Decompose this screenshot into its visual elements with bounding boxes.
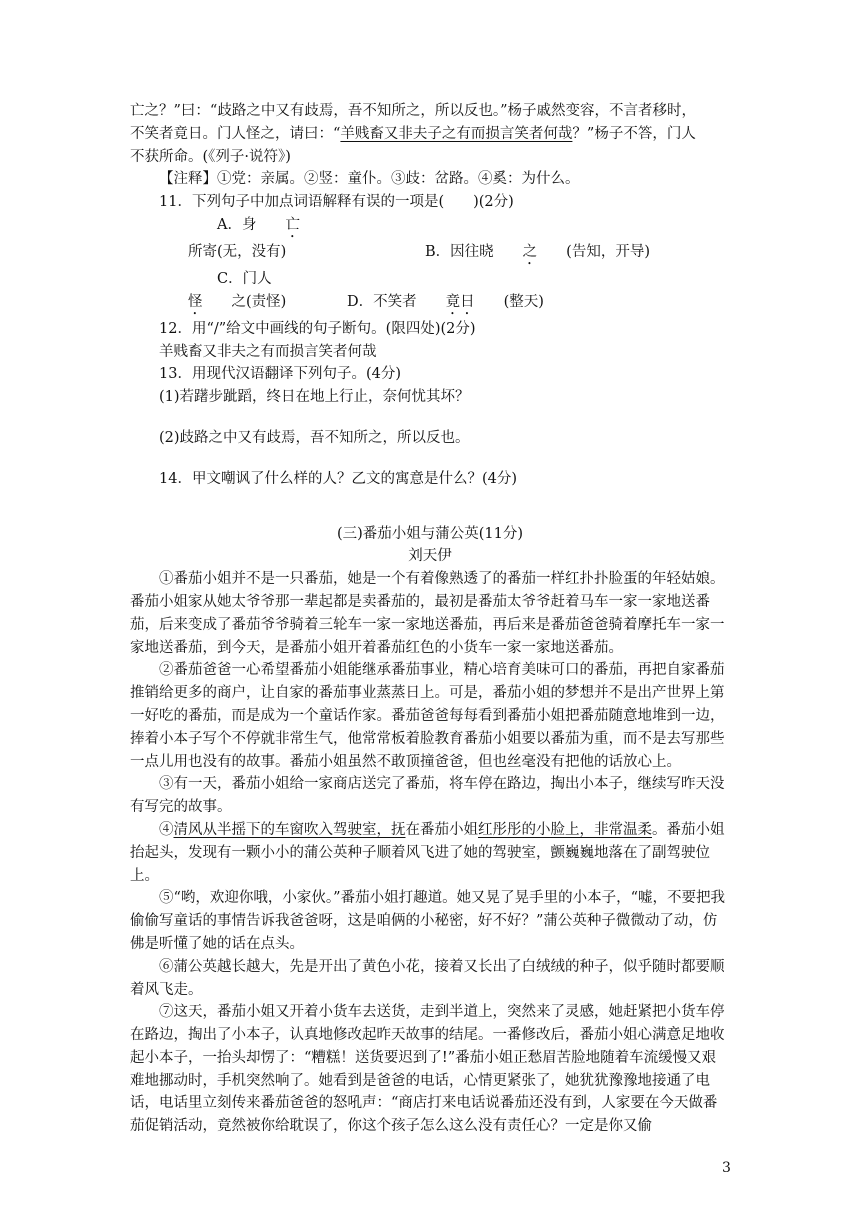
paragraph-2: ②番茄爸爸一心希望番茄小姐能继承番茄事业，精心培育美味可口的番茄，再把自家番茄推销给更多的商户，让自家的番茄事业蒸蒸日上。可是，番茄小姐的梦想并不是出产世界上第一好吃的番茄，而是成为一个童话作家。番茄爸爸每每看到番茄小姐把番茄随意地堆到一边，捧着小本子写个不停就非常生气，他常常板着脸教育番茄小姐要以番茄为重，而不是去写那些一点儿用也没有的故事。番茄小姐虽然不敢顶撞爸爸，但也丝毫没有把他的话放心上。 (130, 662, 725, 770)
underlined-sentence: 红彤彤的小脸上，非常温柔 (478, 821, 652, 838)
page-number: 3 (722, 1160, 731, 1176)
dotted-word: 亡 (285, 216, 300, 233)
option-text: 之(责怪) (231, 293, 287, 310)
option-text: 所寄(无，没有) (188, 243, 287, 260)
paragraph-6: ⑥蒲公英越长越大，先是开出了黄色小花，接着又长出了白绒绒的种子，似乎随时都要顺着风飞走。 (130, 958, 725, 998)
dotted-word: 竟日 (445, 293, 475, 310)
passage-c-title: (三)番茄小姐与蒲公英(11分) (336, 525, 524, 542)
passage-c-author: 刘天伊 (408, 548, 452, 565)
question-12-sentence: 羊贱畜又非夫之有而损言笑者何哉 (159, 343, 377, 360)
question-12-stem: 12．用“/”给文中画线的句子断句。(限四处)(2分) (159, 320, 476, 337)
passage-b-line (130, 123, 730, 146)
text-run: 不笑者竟日。门人怪之，请曰：“ (130, 125, 341, 142)
underlined-sentence: 清风从半摇下的车窗吹入驾驶室，抚 (173, 821, 406, 838)
paragraph-7: ⑦这天，番茄小姐又开着小货车去送货，走到半道上，突然来了灵感，她赶紧把小货车停在路边，掏出了小本子，认真地修改起昨天故事的结尾。一番修改后，番茄小姐心满意足地收起小本子，一抬头却愣了：“糟糕！送货要迟到了!”番茄小姐正愁眉苦脸地随着车流缓慢又艰难地挪动时，手机突然响了。她看到是爸爸的电话，心情更紧张了，她犹犹豫豫地接通了电话，电话里立刻传来番茄爸爸的怒吼声：“商店打来电话说番茄还没有到，人家要在今天做番茄促销活动，竟然被你给耽误了，你这个孩子怎么这么没有责任心？一定是你又偷 (130, 1004, 725, 1135)
question-11-options-cd (130, 268, 730, 318)
text-run: 。番茄小姐抬起头，发现有一颗小小的蒲公英种子顺着风飞进了她的驾驶室，颤巍巍地落在了副驾驶位上。 (130, 821, 725, 884)
passage-b-line: 亡之？”曰：“歧路之中又有歧焉，吾不知所之，所以反也。”杨子戚然变容，不言者移时， (130, 103, 696, 119)
option-text: D．不笑者 (347, 293, 417, 310)
option-b (367, 241, 650, 268)
option-text: A．身 (217, 216, 257, 233)
question-14-stem: 14．甲文嘲讽了什么样的人？乙文的寓意是什么？(4分) (159, 470, 517, 487)
question-13-stem: 13．用现代汉语翻译下列句子。(4分) (159, 366, 401, 383)
underlined-sentence: 羊贱畜又非夫子之有而损言笑者何哉 (340, 125, 573, 142)
question-13-item-2: (2)歧路之中又有歧焉，吾不知所之，所以反也。 (159, 429, 470, 446)
option-a (159, 214, 367, 264)
annotation-note: 【注释】①党：亲属。②竖：童仆。③歧：岔路。④奚：为什么。 (159, 171, 580, 188)
text-run: 在番茄小姐 (405, 821, 478, 838)
option-c (159, 268, 289, 318)
option-text: C．门人 (217, 270, 272, 287)
question-13-item-1: (1)若躇步跐蹈，终日在地上行止，奈何忧其坏？ (159, 389, 470, 406)
paragraph-4 (130, 819, 730, 887)
option-text: (告知，开导) (566, 243, 650, 260)
text-run: ？”杨子不答，门人 (572, 125, 696, 142)
dotted-word: 之 (522, 243, 538, 260)
option-d (289, 291, 544, 318)
question-11-options-ab (130, 214, 730, 268)
page-content (130, 100, 730, 1138)
option-text: B．因往晓 (425, 243, 494, 260)
option-text: (整天) (503, 293, 544, 310)
dotted-word: 怪 (188, 293, 203, 310)
passage-b-line: 不获所命。(《列子·说符》) (130, 148, 291, 165)
paragraph-1: ①番茄小姐并不是一只番茄，她是一个有着像熟透了的番茄一样红扑扑脸蛋的年轻姑娘。番茄小姐家从她太爷爷那一辈起都是卖番茄的，最初是番茄太爷爷赶着马车一家一家地送番茄，后来变成了番茄爷爷骑着三轮车一家一家地送番茄，再后来是番茄爸爸骑着摩托车一家一家地送番茄，到今天，是番茄小姐开着番茄红色的小货车一家一家地送番茄。 (130, 571, 725, 656)
paragraph-5: ⑤“哟，欢迎你哦，小家伙。”番茄小姐打趣道。她又晃了晃手里的小本子，“嘘，不要把我偷偷写童话的事情告诉我爸爸呀，这是咱俩的小秘密，好不好？”蒲公英种子微微动了动，仿佛是听懂了她的话在点头。 (130, 890, 725, 952)
paragraph-3: ③有一天，番茄小姐给一家商店送完了番茄，将车停在路边，掏出小本子，继续写昨天没有写完的故事。 (130, 776, 725, 816)
question-11-stem: 11．下列句子中加点词语解释有误的一项是( )(2分) (159, 194, 514, 211)
paragraph-number: ④ (159, 821, 174, 838)
